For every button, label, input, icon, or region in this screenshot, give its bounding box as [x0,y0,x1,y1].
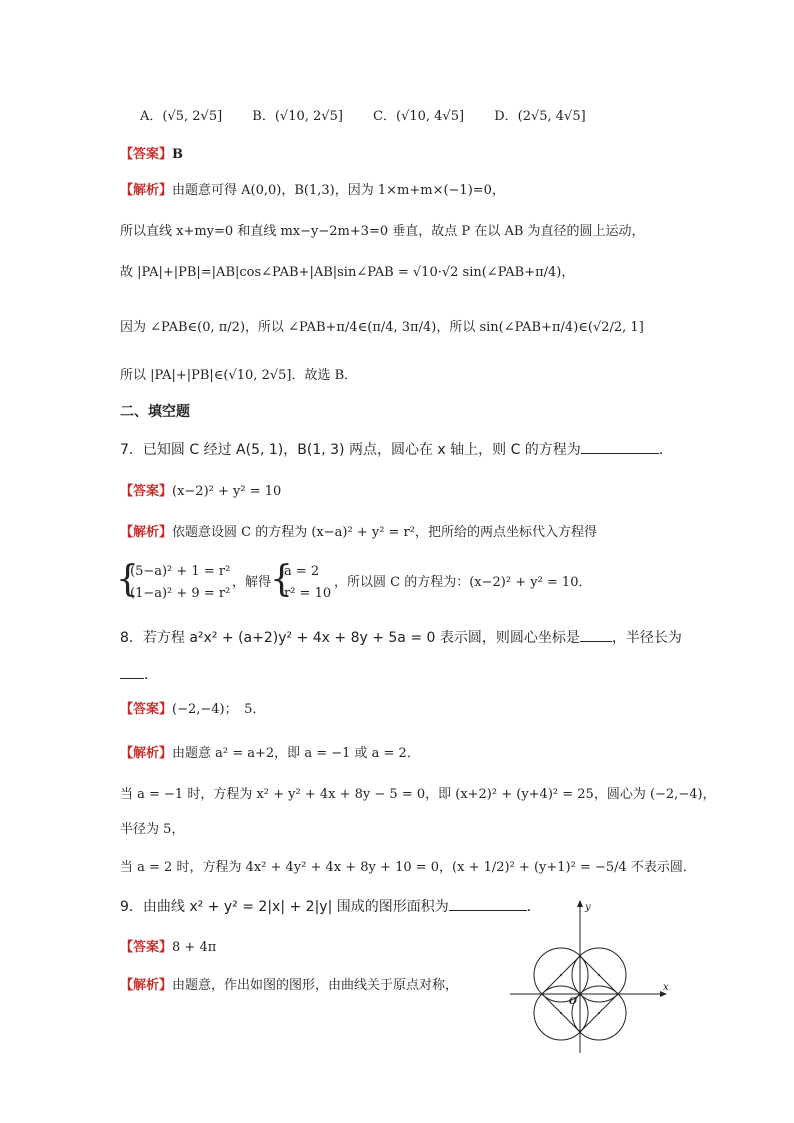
answer-value: B [172,147,184,162]
solve-word: ，解得 [232,575,272,590]
q6-analysis-line-3: 故 |PA|+|PB|=|AB|cos∠PAB+|AB|sin∠PAB = √10·√2 sin(∠PAB+π/4)， [120,265,575,280]
q6-analysis-line-4: 因为 ∠PAB∈(0, π/2)，所以 ∠PAB+π/4∈(π/4, 3π/4)，所以 sin(∠PAB+π/4)∈(√2/2, 1] [120,320,644,335]
q8-analysis-line-3: 半径为 5， [120,822,185,837]
center-point-lower-right [598,1012,600,1014]
answer-blank [581,441,659,454]
analysis-tag: 【解析】 [120,183,173,198]
q7-conclusion: ，所以圆 C 的方程为：(x−2)² + y² = 10． [334,575,592,590]
answer-options: A．(√5, 2√5] B．(√10, 2√5] C．(√10, 4√5] D．(2√5, 4√5] [140,109,586,124]
q8-analysis-line-2: 当 a = −1 时，方程为 x² + y² + 4x + 8y − 5 = 0，即 (x+2)² + (y+4)² = 25，圆心为 (−2,−4)， [120,787,716,802]
center-point-upper-left [560,974,562,976]
center-point-upper-right [598,974,600,976]
solution-brace: { [270,559,293,600]
answer-tag: 【答案】 [120,702,173,717]
section-heading: 二、填空题 [120,404,190,420]
q8-question-line-1: 8．若方程 a²x² + (a+2)y² + 4x + 8y + 5a = 0 表示圆，则圆心坐标是 ，半径长为 [120,630,682,646]
q6-analysis-line-1: 【解析】由题意可得 A(0,0)，B(1,3)，因为 1×m+m×(−1)=0， [120,183,505,198]
answer-tag: 【答案】 [120,147,173,162]
q7-analysis-line-1: 【解析】依题意设圆 C 的方程为 (x−a)² + y² = r²，把所给的两点坐标代入方程得 [120,525,597,540]
q7-question: 7．已知圆 C 经过 A(5, 1)，B(1, 3) 两点，圆心在 x 轴上，则 C 的方程为 ． [120,442,673,458]
q6-analysis-line-5: 所以 |PA|+|PB|∈(√10, 2√5]．故选 B． [120,368,358,383]
analysis-tag: 【解析】 [120,746,173,761]
y-axis-arrow [577,900,583,907]
analysis-tag: 【解析】 [120,525,173,540]
answer-value: 8 + 4π [172,940,217,955]
system-brace: { [116,559,139,600]
system-equation-1: (5−a)² + 1 = r² [130,564,231,579]
y-axis-label: y [585,902,591,913]
q7-answer [120,482,281,502]
system-equation-2: (1−a)² + 9 = r² [130,586,231,601]
answer-tag: 【答案】 [120,940,173,955]
answer-tag: 【答案】 [120,484,173,499]
q6-answer [120,145,183,165]
q8-analysis-line-1: 【解析】由题意 a² = a+2，即 a = −1 或 a = 2． [120,746,420,761]
x-axis-label: x [663,982,669,993]
answer-value: (−2,−4)； 5． [172,702,266,717]
q9-answer [120,938,216,958]
four-circle-figure [505,898,675,1058]
answer-blank [580,629,612,642]
q9-analysis-line-1: 【解析】由题意，作出如图的图形，由曲线关于原点对称， [120,978,459,993]
solution-equation-2: r² = 10 [284,586,332,601]
answer-value: (x−2)² + y² = 10 [172,484,282,499]
q8-analysis-line-4: 当 a = 2 时，方程为 4x² + 4y² + 4x + 8y + 10 = 0，(x + 1/2)² + (y+1)² = −5/4 不表示圆． [120,860,696,875]
q9-question: 9．由曲线 x² + y² = 2|x| + 2|y| 围成的图形面积为 ． [120,899,541,915]
center-point-lower-left [560,1012,562,1014]
solution-equation-1: a = 2 [284,564,320,579]
origin-label: O [569,997,577,1007]
q6-analysis-line-2: 所以直线 x+my=0 和直线 mx−y−2m+3=0 垂直，故点 P 在以 AB 为直径的圆上运动， [120,224,645,239]
analysis-tag: 【解析】 [120,978,173,993]
q8-question-line-2: ． [120,665,158,685]
answer-blank [120,666,144,679]
q8-answer [120,700,265,720]
